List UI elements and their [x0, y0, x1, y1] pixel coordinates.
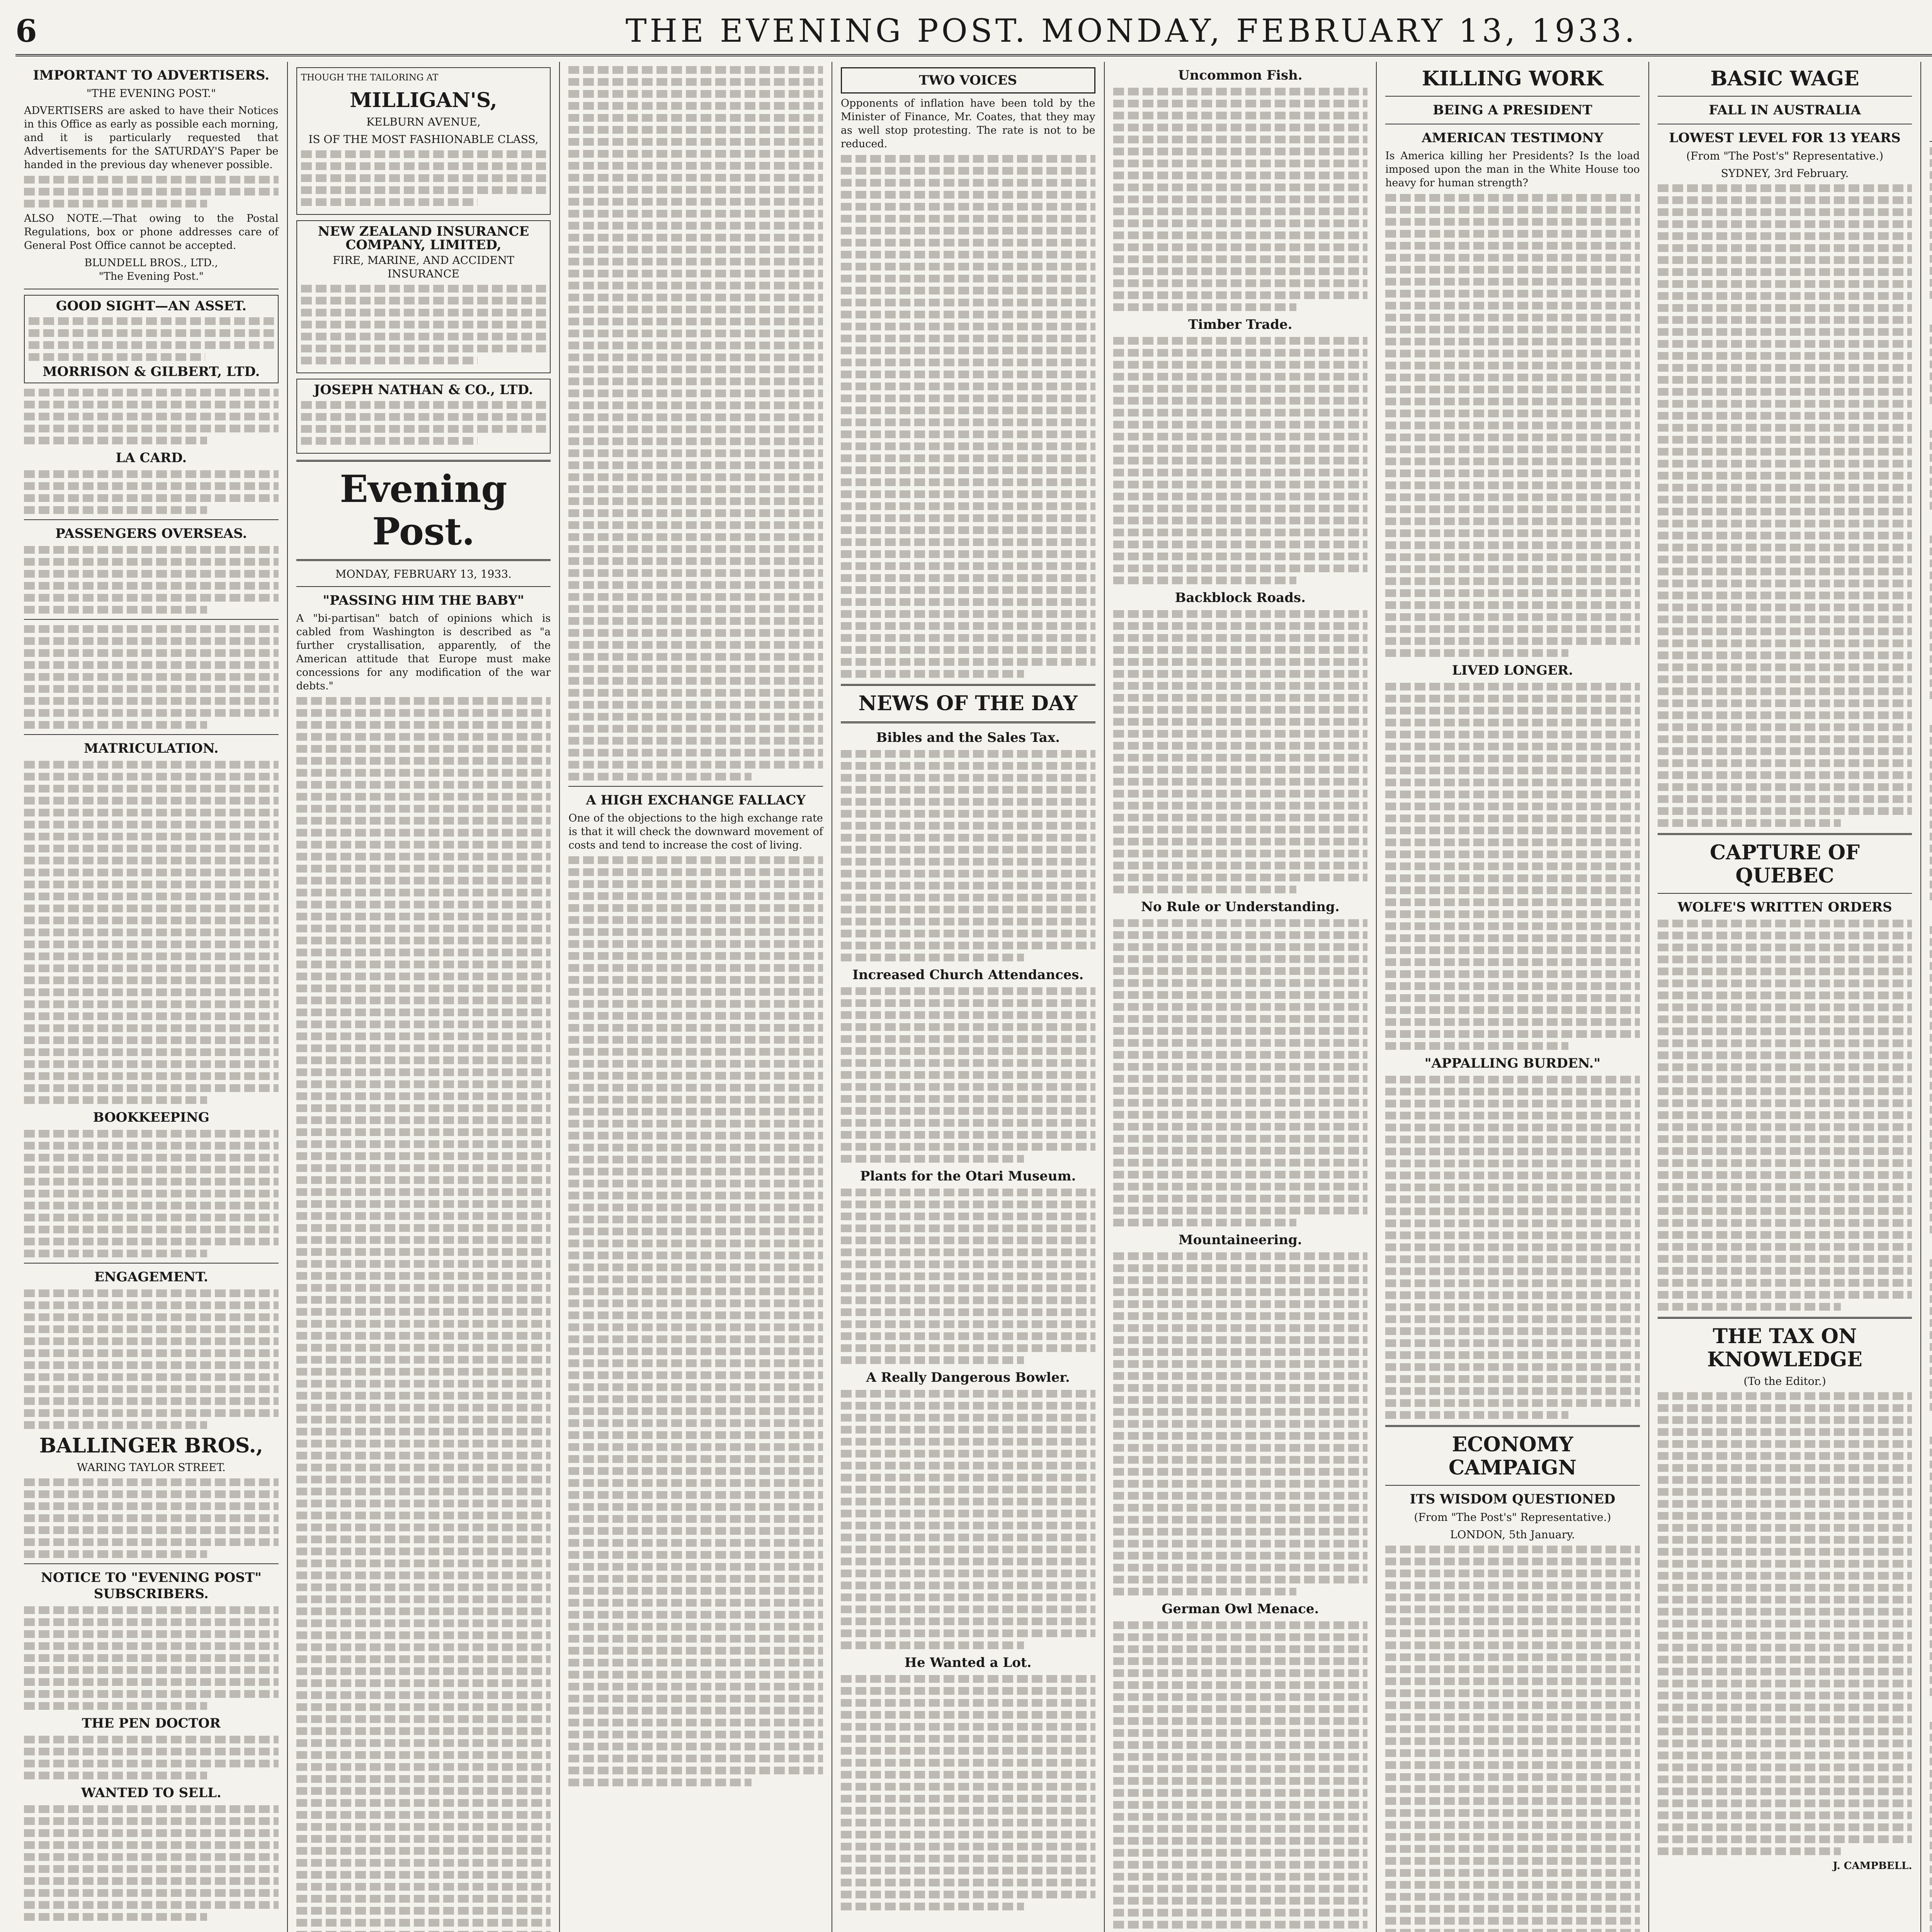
optician-ad-title: GOOD SIGHT—AN ASSET. [56, 298, 247, 314]
economy-source: (From "The Post's" Representative.) [1414, 1511, 1611, 1524]
nz-insurance-sub: FIRE, MARINE, AND ACCIDENT INSURANCE [333, 254, 514, 280]
quebec-heading: CAPTURE OF QUEBEC [1710, 841, 1860, 888]
nz-insurance-ad [296, 220, 551, 373]
tax-knowledge-signature: J. CAMPBELL. [1833, 1860, 1912, 1872]
column-news [832, 62, 1105, 1932]
subscribers-notice-heading: NOTICE TO "EVENING POST" SUBSCRIBERS. [41, 1570, 262, 1602]
lived-longer-heading: LIVED LONGER. [1452, 663, 1573, 678]
notice-heading: IMPORTANT TO ADVERTISERS. [33, 68, 270, 83]
page-number: 6 [15, 13, 37, 49]
economy-dateline: LONDON, 5th January. [1450, 1528, 1575, 1541]
joseph-nathan-ad [296, 379, 551, 454]
reflection-heading [1930, 304, 1932, 320]
big-cricket-heading [1930, 704, 1932, 721]
wisdom-questioned-heading: ITS WISDOM QUESTIONED [1410, 1492, 1616, 1507]
column-postscripts [1921, 62, 1932, 1932]
two-voices-opening: Opponents of inflation have been told by the Minister of Finance, Mr. Coates, that they may as well stop protesting. The rate is not to be reduced. [840, 97, 1095, 150]
fish-heading: Uncommon Fish. [1178, 68, 1303, 83]
matriculation-heading: MATRICULATION. [84, 741, 219, 756]
chronicle-heading [1930, 100, 1932, 119]
backblock-heading: Backblock Roads. [1175, 590, 1306, 605]
mountaineering-heading: Mountaineering. [1179, 1232, 1302, 1248]
basic-wage-heading: BASIC WAGE [1710, 67, 1859, 90]
column-two-voices [560, 62, 832, 1932]
columns [15, 62, 1932, 1932]
leader-heading: "PASSING HIM THE BABY" [323, 593, 524, 608]
postscripts-heading [1930, 67, 1932, 94]
economy-campaign-heading: ECONOMY CAMPAIGN [1448, 1433, 1577, 1480]
timber-heading: Timber Trade. [1188, 317, 1293, 332]
high-exchange-opening: One of the objections to the high exchange rate is that it will check the downward movement of costs and tend to increase the cost of living. [568, 812, 823, 851]
bookkeeping-heading: BOOKKEEPING [93, 1110, 209, 1125]
milligan-address: KELBURN AVENUE, [366, 116, 481, 128]
appalling-burden-heading: "APPALLING BURDEN." [1424, 1056, 1601, 1071]
card-heading: LA CARD. [116, 450, 187, 466]
column-basic-wage [1649, 62, 1922, 1932]
masthead [15, 8, 1932, 56]
nulla-bona-heading [1930, 515, 1932, 531]
wolfe-heading: WOLFE'S WRITTEN ORDERS [1677, 900, 1892, 915]
optician-firm: MORRISON & GILBERT, LTD. [43, 364, 260, 379]
column-news-continued [1105, 62, 1377, 1932]
no-rule-heading: No Rule or Understanding. [1141, 899, 1340, 915]
news-of-the-day-heading: NEWS OF THE DAY [858, 692, 1078, 715]
column-killing-work [1377, 62, 1649, 1932]
pen-doctor-heading: THE PEN DOCTOR [82, 1716, 221, 1731]
milligan-claim: IS OF THE MOST FASHIONABLE CLASS, [308, 133, 539, 146]
passengers-heading: PASSENGERS OVERSEAS. [55, 526, 247, 541]
hell-depression-heading [1930, 1239, 1932, 1255]
american-testimony-heading: AMERICAN TESTIMONY [1422, 130, 1604, 146]
leader-dateline: MONDAY, FEBRUARY 13, 1933. [335, 568, 512, 580]
souvenir-heading [1930, 1701, 1932, 1718]
fall-australia-heading: FALL IN AUSTRALIA [1709, 102, 1861, 118]
optician-ad [24, 295, 279, 383]
high-exchange-heading: A HIGH EXCHANGE FALLACY [586, 793, 806, 808]
being-president-heading: BEING A PRESIDENT [1433, 102, 1592, 118]
wanted-heading: WANTED TO SELL. [81, 1785, 221, 1801]
ballinger-address: WARING TAYLOR STREET. [77, 1461, 226, 1474]
he-wanted-heading: He Wanted a Lot. [904, 1655, 1032, 1670]
notice-subheading: "THE EVENING POST." [86, 87, 216, 100]
metallurgical-heading [1930, 410, 1932, 426]
joseph-nathan-name: JOSEPH NATHAN & CO., LTD. [314, 382, 533, 398]
paper-nameplate: Evening Post. [340, 467, 507, 553]
two-voices-heading: TWO VOICES [841, 67, 1095, 94]
lowest-level-heading: LOWEST LEVEL FOR 13 YEARS [1669, 130, 1901, 146]
publisher-name: BLUNDELL BROS., LTD., [84, 257, 218, 269]
nz-insurance-name: NEW ZEALAND INSURANCE COMPANY, LIMITED, [318, 224, 529, 253]
basic-wage-source: (From "The Post's" Representative.) [1686, 150, 1884, 162]
notice-text: ADVERTISERS are asked to have their Notices in this Office as early as possible each morning, and it is particularly requested that Advertisements for the SATURDAY'S Paper be handed in the previous day whenever possible. [24, 105, 279, 171]
killing-work-heading: KILLING WORK [1422, 67, 1603, 90]
column-classifieds [15, 62, 288, 1932]
bowling-heading: A Really Dangerous Bowler. [866, 1370, 1070, 1385]
exchange-heading [1930, 1416, 1932, 1432]
tax-knowledge-to-editor: (To the Editor.) [1743, 1375, 1826, 1388]
tax-knowledge-heading: THE TAX ON KNOWLEDGE [1707, 1325, 1862, 1371]
bibles-heading: Bibles and the Sales Tax. [876, 730, 1060, 745]
milligan-line: THOUGH THE TAILORING AT [301, 73, 439, 83]
engagement-heading: ENGAGEMENT. [94, 1269, 208, 1285]
publisher-paper: "The Evening Post." [99, 270, 204, 282]
milligan-ad [296, 67, 551, 215]
plants-heading: Plants for the Otari Museum. [860, 1168, 1076, 1184]
milligan-name: MILLIGAN'S, [350, 88, 497, 112]
ballinger-name: BALLINGER BROS., [39, 1434, 263, 1458]
leader-opening: A "bi-partisan" batch of opinions which is cabled from Washington is described as "a further crystallisation, apparently, of the American attitude that Europe must make concessions for any modification of the war debts." [296, 612, 551, 692]
postscripts-byline [1930, 122, 1932, 136]
postal-notice: ALSO NOTE.—That owing to the Postal Regulations, box or phone addresses care of General Post Office cannot be accepted. [24, 213, 279, 252]
column-leader [288, 62, 560, 1932]
german-owl-heading: German Owl Menace. [1162, 1601, 1319, 1617]
telling-world-heading [1930, 906, 1932, 922]
basic-wage-dateline: SYDNEY, 3rd February. [1721, 167, 1849, 180]
church-heading: Increased Church Attendances. [852, 967, 1084, 983]
testimony-opening: Is America killing her Presidents? Is the load imposed upon the man in the White House too heavy for human strength? [1385, 150, 1640, 189]
masthead-title: THE EVENING POST. MONDAY, FEBRUARY 13, 1933. [625, 12, 1638, 49]
